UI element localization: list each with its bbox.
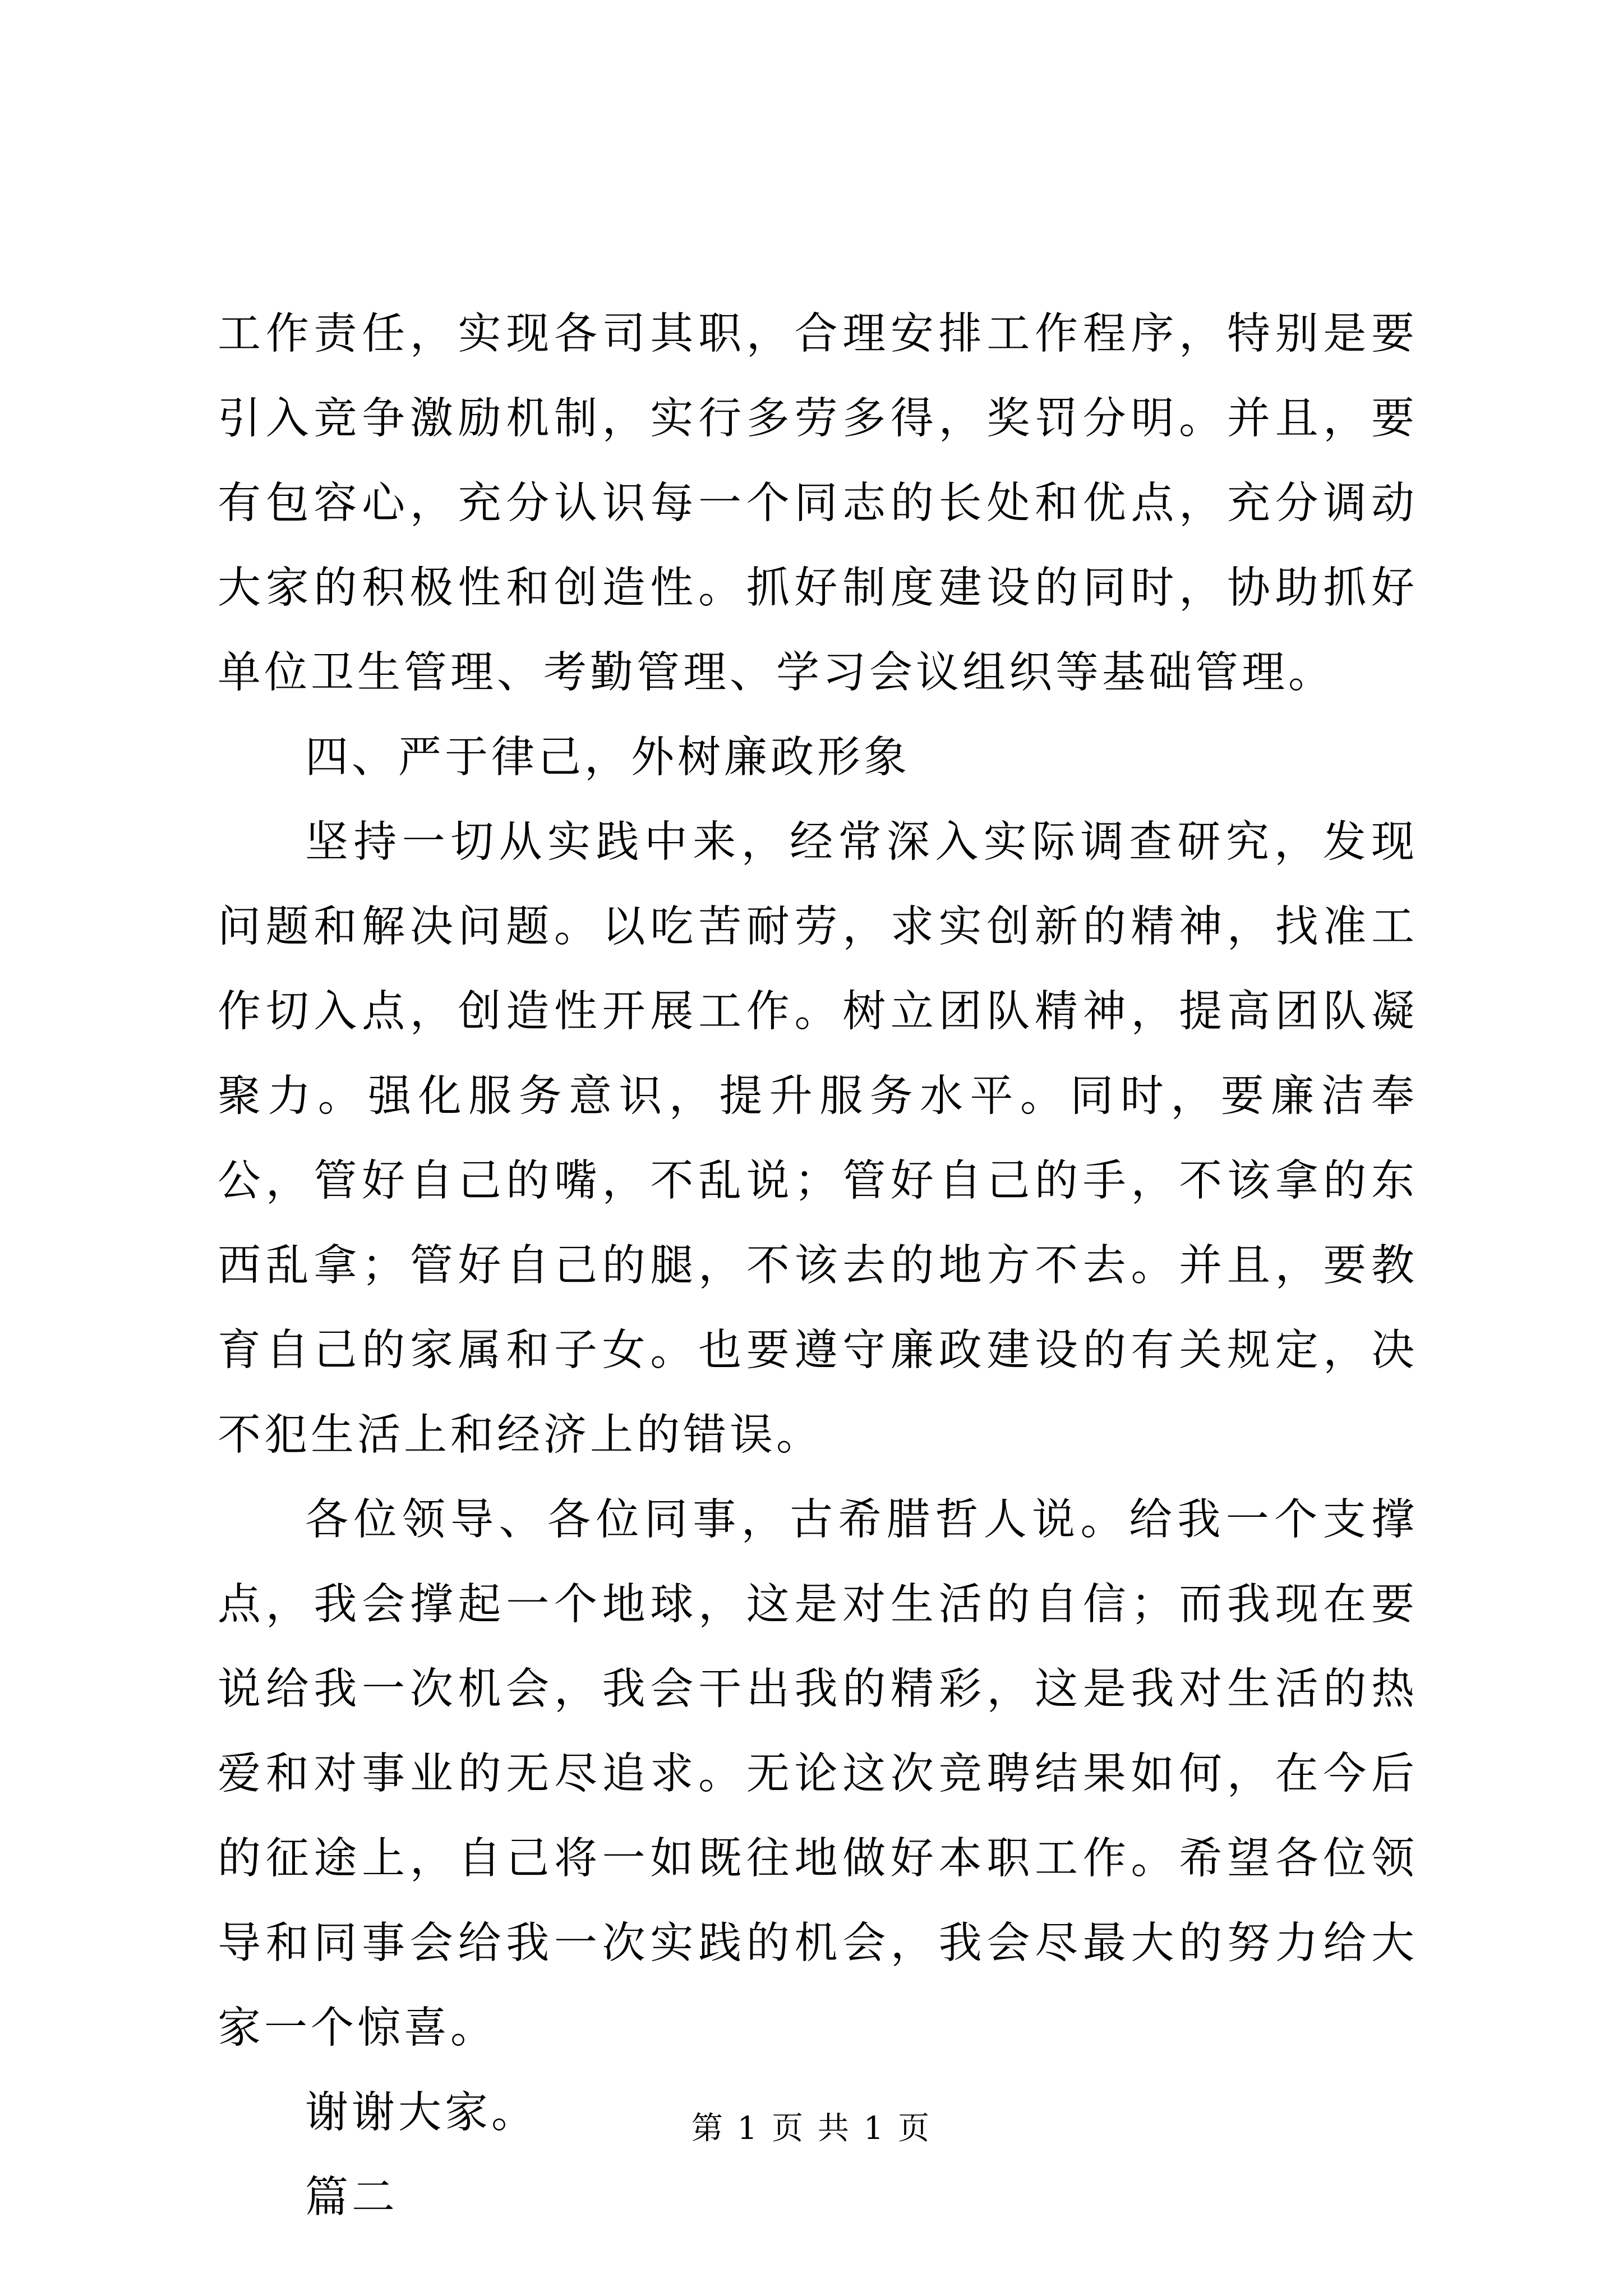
- paragraph-responsibility: 工作责任，实现各司其职，合理安排工作程序，特别是要引入竞争激励机制，实行多劳多得，奖罚分明。并且，要有包容心，充分认识每一个同志的长处和优点，充分调动大家的积极性和创造性。抓好制度建设的同时，协助抓好单位卫生管理、考勤管理、学习会议组织等基础管理。: [218, 309, 1418, 698]
- paragraph-closing-remarks: 各位领导、各位同事，古希腊哲人说。给我一个支撑点，我会撑起一个地球，这是对生活的自信；而我现在要说给我一次机会，我会干出我的精彩，这是我对生活的热爱和对事业的无尽追求。无论这次竞聘结果如何，在今后的征途上，自己将一如既往地做好本职工作。希望各位领导和同事会给我一次实践的机会，我会尽最大的努力给大家一个惊喜。: [218, 1495, 1418, 2053]
- paragraph-thanks: 谢谢大家。: [305, 2088, 538, 2138]
- paragraph-part-two: 篇二: [305, 2173, 398, 2223]
- section-heading-integrity: 四、严于律己，外树廉政形象: [305, 733, 910, 783]
- page-number-footer: 第 1 页 共 1 页: [691, 2110, 932, 2147]
- paragraph-practice: 坚持一切从实践中来，经常深入实际调查研究，发现问题和解决问题。以吃苦耐劳，求实创新的精神，找准工作切入点，创造性开展工作。树立团队精神，提高团队凝聚力。强化服务意识，提升服务水平。同时，要廉洁奉公，管好自己的嘴，不乱说；管好自己的手，不该拿的东西乱拿；管好自己的腿，不该去的地方不去。并且，要教育自己的家属和子女。也要遵守廉政建设的有关规定，决不犯生活上和经济上的错误。: [218, 817, 1418, 1460]
- document-body: [218, 292, 1418, 2240]
